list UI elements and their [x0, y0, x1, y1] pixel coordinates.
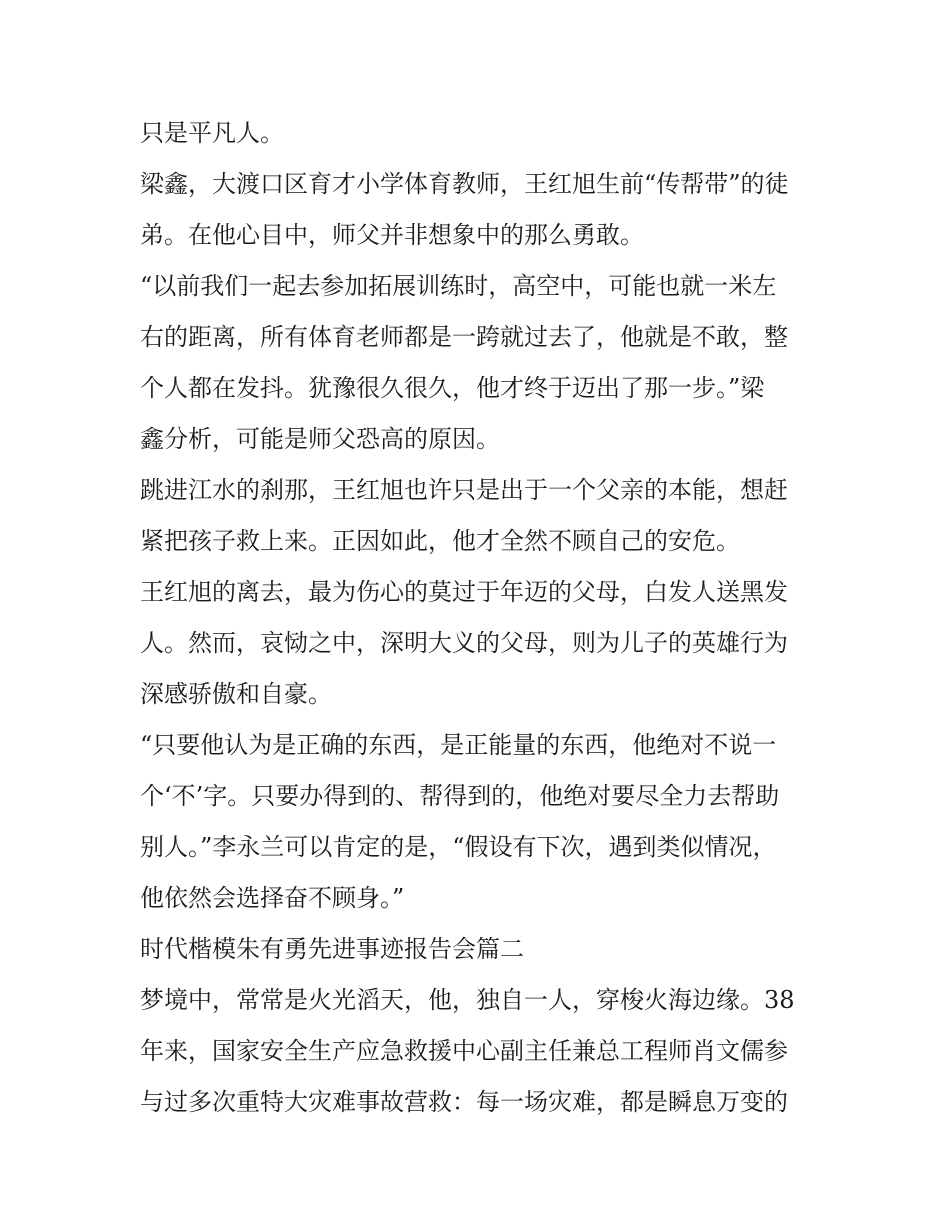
paragraph-4: 跳进江水的刹那，王红旭也许只是出于一个父亲的本能，想赶 紧把孩子救上来。正因如此，他才全然不顾自己的安危。 — [140, 476, 788, 555]
document-body — [140, 108, 820, 1128]
paragraph-6: “只要他认为是正确的东西，是正能量的东西，他绝对不说一 个‘不’字。只要办得到的、帮得到的，他绝对要尽全力去帮助 别人。”李永兰可以肯定的是，“假设有下次，遇到类似情况， 他依然会选择奋不顾身。” — [140, 731, 780, 912]
paragraph-7: 梦境中，常常是火光滔天，他，独自一人，穿梭火海边缘。38 年来，国家安全生产应急救援中心副主任兼总工程师肖文儒参 与过多次重特大灾难事故营救：每一场灾难，都是瞬息万变的 — [140, 986, 795, 1116]
paragraph-5: 王红旭的离去，最为伤心的莫过于年迈的父母，白发人送黑发 人。然而，哀恸之中，深明大义的父母，则为儿子的英雄行为 深感骄傲和自豪。 — [140, 578, 788, 708]
paragraph-1: 只是平凡人。 — [140, 119, 284, 147]
section-heading: 时代楷模朱有勇先进事迹报告会篇二 — [140, 935, 524, 963]
paragraph-2: 梁鑫，大渡口区育才小学体育教师，王红旭生前“传帮带”的徒 弟。在他心目中，师父并非想象中的那么勇敢。 — [140, 170, 789, 249]
paragraph-3: “以前我们一起去参加拓展训练时，高空中，可能也就一米左 右的距离，所有体育老师都是一跨就过去了，他就是不敢，整 个人都在发抖。犹豫很久很久，他才终于迈出了那一步。”梁 鑫分析，可能是师父恐高的原因。 — [140, 272, 788, 453]
